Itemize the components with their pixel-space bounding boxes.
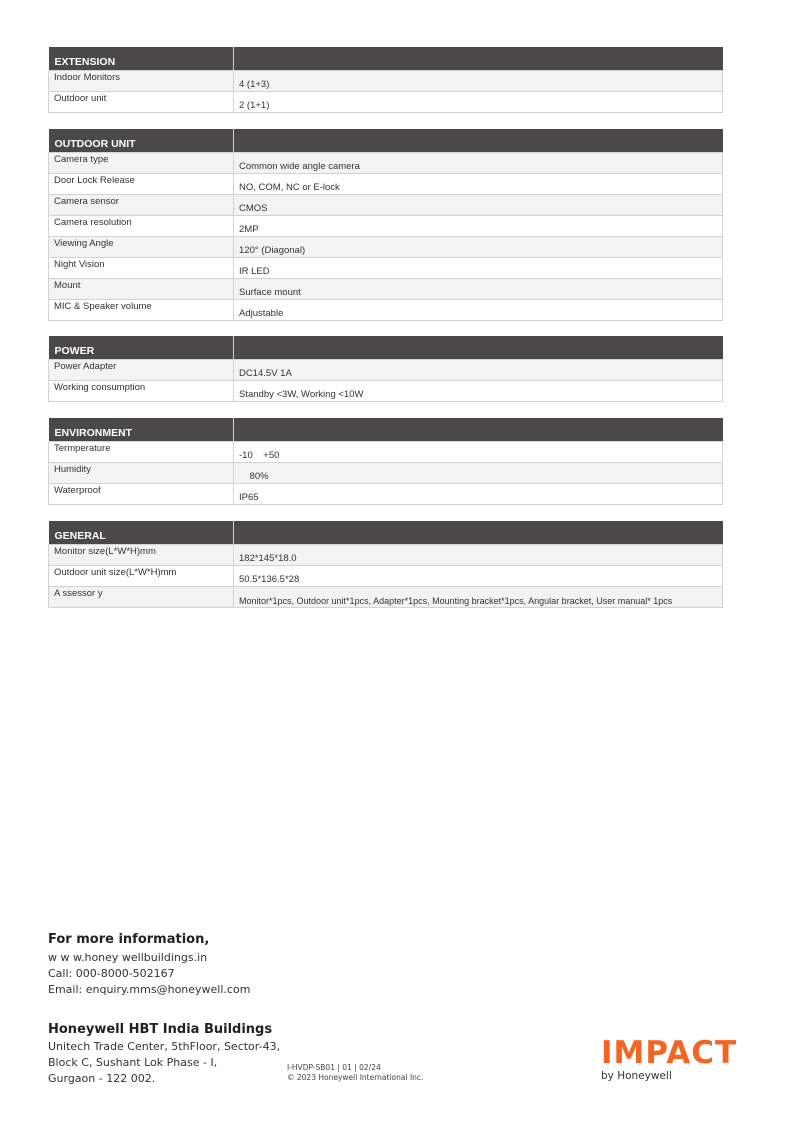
spec-table-power bbox=[48, 336, 723, 402]
table-row bbox=[49, 587, 723, 608]
section-header: EXTENSION bbox=[49, 47, 234, 71]
table-row bbox=[49, 484, 723, 505]
spec-value: DC14.5V 1A bbox=[234, 360, 723, 381]
spec-key: A ssessor y bbox=[49, 587, 234, 608]
company-address bbox=[48, 1022, 280, 1087]
doc-code: I-HVDP-SB01 | 01 | 02/24 bbox=[287, 1063, 381, 1072]
spec-value: NO, COM, NC or E-lock bbox=[234, 174, 723, 195]
table-header bbox=[49, 521, 723, 545]
table-row bbox=[49, 237, 723, 258]
table-row bbox=[49, 92, 723, 113]
section-header: OUTDOOR UNIT bbox=[49, 129, 234, 153]
spec-value: IR LED bbox=[234, 258, 723, 279]
table-row bbox=[49, 463, 723, 484]
section-header: POWER bbox=[49, 336, 234, 360]
spec-key: Working consumption bbox=[49, 381, 234, 402]
spec-value: Standby <3W, Working <10W bbox=[234, 381, 723, 402]
table-header bbox=[49, 418, 723, 442]
spec-value: 182*145*18.0 bbox=[234, 545, 723, 566]
spec-key: Termperature bbox=[49, 442, 234, 463]
spec-value: Adjustable bbox=[234, 300, 723, 321]
document-reference bbox=[287, 1063, 423, 1083]
spec-value: 80% bbox=[234, 463, 723, 484]
spec-key: Night Vision bbox=[49, 258, 234, 279]
table-header bbox=[49, 47, 723, 71]
spec-key: Camera resolution bbox=[49, 216, 234, 237]
spec-value: 4 (1+3) bbox=[234, 71, 723, 92]
contact-heading: For more information, bbox=[48, 932, 210, 947]
spec-key: Camera sensor bbox=[49, 195, 234, 216]
table-row bbox=[49, 566, 723, 587]
spec-key: Waterproof bbox=[49, 484, 234, 505]
spec-value: 2MP bbox=[234, 216, 723, 237]
section-header: GENERAL bbox=[49, 521, 234, 545]
table-row bbox=[49, 174, 723, 195]
spec-key: Mount bbox=[49, 279, 234, 300]
address-line: Gurgaon - 122 002. bbox=[48, 1072, 156, 1085]
copyright: © 2023 Honeywell International Inc. bbox=[287, 1073, 424, 1082]
table-row bbox=[49, 300, 723, 321]
address-line: Block C, Sushant Lok Phase - I, bbox=[48, 1056, 218, 1069]
address-line: Unitech Trade Center, 5thFloor, Sector-43, bbox=[48, 1040, 281, 1053]
spec-value: IP65 bbox=[234, 484, 723, 505]
spec-value: Monitor*1pcs, Outdoor unit*1pcs, Adapter*1pcs, Mounting bracket*1pcs, Angular bracket, User manual* 1pcs bbox=[234, 587, 723, 608]
spec-key: Humidity bbox=[49, 463, 234, 484]
spec-key: Camera type bbox=[49, 153, 234, 174]
spec-key: Indoor Monitors bbox=[49, 71, 234, 92]
spec-key: Outdoor unit size(L*W*H)mm bbox=[49, 566, 234, 587]
spec-table-outdoor-unit bbox=[48, 129, 723, 321]
spec-value: 120° (Diagonal) bbox=[234, 237, 723, 258]
table-header bbox=[49, 336, 723, 360]
table-row bbox=[49, 360, 723, 381]
spec-key: Outdoor unit bbox=[49, 92, 234, 113]
table-row bbox=[49, 381, 723, 402]
section-header: ENVIRONMENT bbox=[49, 418, 234, 442]
spec-value: 50.5*136.5*28 bbox=[234, 566, 723, 587]
spec-table-extension bbox=[48, 47, 723, 113]
website-link[interactable]: w w w.honey wellbuildings.in bbox=[48, 951, 208, 964]
spec-table-general bbox=[48, 521, 723, 608]
logo-wordmark: IMPACT bbox=[601, 1035, 738, 1071]
contact-info bbox=[48, 932, 250, 998]
spec-value: CMOS bbox=[234, 195, 723, 216]
spec-table-environment bbox=[48, 418, 723, 505]
spec-value: 2 (1+1) bbox=[234, 92, 723, 113]
table-row bbox=[49, 153, 723, 174]
spec-key: Viewing Angle bbox=[49, 237, 234, 258]
table-row bbox=[49, 216, 723, 237]
table-row bbox=[49, 545, 723, 566]
spec-key: Door Lock Release bbox=[49, 174, 234, 195]
phone-number: Call: 000-8000-502167 bbox=[48, 967, 175, 980]
email-link[interactable]: Email: enquiry.mms@honeywell.com bbox=[48, 983, 251, 996]
table-row bbox=[49, 258, 723, 279]
spec-value: Surface mount bbox=[234, 279, 723, 300]
spec-key: MIC & Speaker volume bbox=[49, 300, 234, 321]
table-header bbox=[49, 129, 723, 153]
spec-value: Common wide angle camera bbox=[234, 153, 723, 174]
table-row bbox=[49, 279, 723, 300]
spec-key: Monitor size(L*W*H)mm bbox=[49, 545, 234, 566]
table-row bbox=[49, 442, 723, 463]
logo-subtitle: by Honeywell bbox=[601, 1070, 672, 1082]
spec-key: Power Adapter bbox=[49, 360, 234, 381]
company-name: Honeywell HBT India Buildings bbox=[48, 1022, 273, 1037]
spec-value: -10 +50 bbox=[234, 442, 723, 463]
table-row bbox=[49, 195, 723, 216]
impact-logo bbox=[601, 1036, 737, 1082]
table-row bbox=[49, 71, 723, 92]
